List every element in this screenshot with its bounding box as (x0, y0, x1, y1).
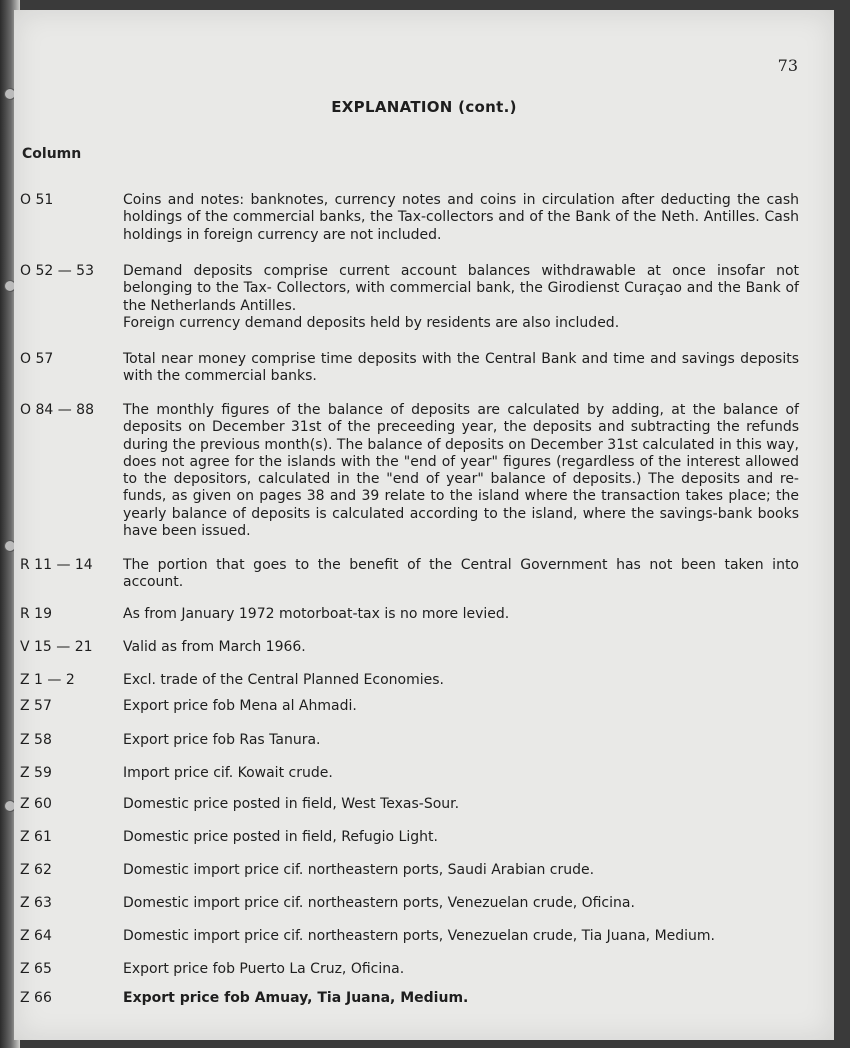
entry-text: Excl. trade of the Central Planned Economies. (123, 672, 444, 688)
entry-code: V 15 — 21 (20, 639, 93, 655)
document-page (14, 10, 834, 1040)
entry-code: O 84 — 88 (20, 402, 94, 418)
entry-code: Z 57 (20, 698, 52, 714)
page-title: EXPLANATION (cont.) (331, 98, 517, 116)
entry-text: Export price fob Amuay, Tia Juana, Medium. (123, 990, 469, 1006)
entry-code: O 52 — 53 (20, 263, 94, 279)
entry-text: Export price fob Mena al Ahmadi. (123, 698, 357, 714)
entry-text: Export price fob Ras Tanura. (123, 732, 321, 748)
entry-text: Valid as from March 1966. (123, 639, 306, 655)
page-number: 73 (777, 56, 798, 75)
entry-code: Z 65 (20, 961, 52, 977)
entry-text: As from January 1972 motorboat-tax is no more levied. (123, 606, 510, 622)
entry-code: O 57 (20, 351, 54, 367)
entry-code: Z 62 (20, 862, 52, 878)
entry-code: Z 63 (20, 895, 52, 911)
entry-text: Domestic import price cif. northeastern ports, Venezuelan crude, Tia Juana, Medium. (123, 928, 715, 944)
entry-text: Domestic price posted in field, West Texas-Sour. (123, 796, 460, 812)
entry-text: Domestic import price cif. northeastern ports, Venezuelan crude, Oficina. (123, 895, 635, 911)
entry-code: Z 60 (20, 796, 52, 812)
entry-text: Demand deposits comprise current account balances withdrawable at once insofar not belonging to the Tax- Collectors, with commercial bank, the Girodienst Curaçao and the Bank of the Netherlands Antilles. Foreign currency demand deposits held by residents are also included. (123, 263, 799, 331)
entry-text: The monthly figures of the balance of deposits are calculated by adding, at the balance of deposits on December 31st of the preceeding year, the deposits and subtracting the refunds during the previous month(s). The balance of deposits on December 31st calculated in this way, does not agree for the islands with the "end of year" figures (regardless of the interest allowed to the depositors, calculated in the "end of year" balance of deposits.) The deposits and re-funds, as given on pages 38 and 39 relate to the island where the transaction takes place; the yearly balance of deposits is calculated according to the island, where the savings-bank books have been issued. (123, 402, 799, 540)
entry-code: Z 59 (20, 765, 52, 781)
entry-text: Export price fob Puerto La Cruz, Oficina. (123, 961, 405, 977)
entry-code: Z 61 (20, 829, 52, 845)
entry-code: Z 64 (20, 928, 52, 944)
entry-code: R 11 — 14 (20, 557, 93, 573)
entry-text: Import price cif. Kowait crude. (123, 765, 333, 781)
entry-text: Domestic price posted in field, Refugio Light. (123, 829, 438, 845)
entry-code: Z 66 (20, 990, 52, 1006)
entry-text: Total near money comprise time deposits with the Central Bank and time and savings deposits with the commercial banks. (123, 351, 799, 385)
column-header: Column (22, 146, 82, 162)
entry-text: The portion that goes to the benefit of the Central Government has not been taken into account. (123, 557, 799, 591)
entry-code: R 19 (20, 606, 52, 622)
entry-text: Coins and notes: banknotes, currency notes and coins in circulation after deducting the cash holdings of the commercial banks, the Tax-collectors and of the Bank of the Neth. Antilles. Cash holdings in foreign currency are not included. (123, 192, 799, 243)
entry-text: Domestic import price cif. northeastern ports, Saudi Arabian crude. (123, 862, 595, 878)
entry-code: Z 1 — 2 (20, 672, 75, 688)
entry-code: O 51 (20, 192, 54, 208)
entry-code: Z 58 (20, 732, 52, 748)
